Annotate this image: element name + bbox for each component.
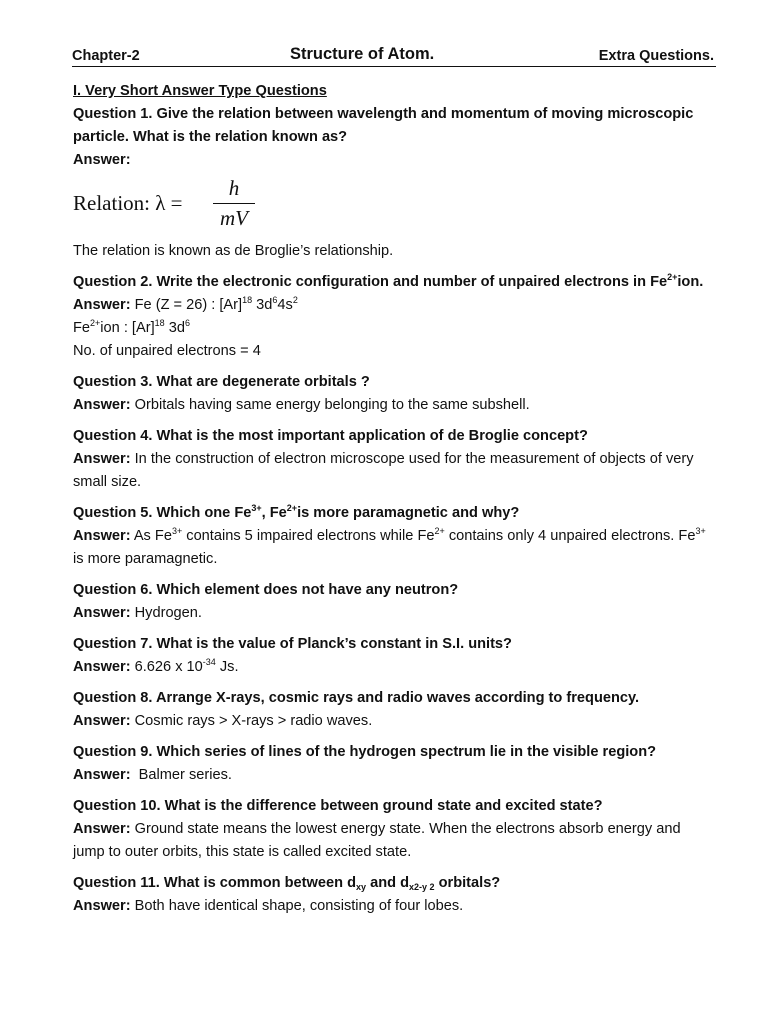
answer-11: Answer: Both have identical shape, consisting of four lobes.: [73, 898, 464, 914]
fraction-numerator: h: [213, 176, 255, 204]
question-1: Question 1. Give the relation between wavelength and momentum of moving microscopic particle. What is the relation known as?: [73, 106, 694, 145]
question-11: Question 11. What is common between $d_{xy}$ and $d_{x2-y 2}$ orbitals?: [73, 875, 501, 892]
de-broglie-relation: [73, 176, 713, 236]
answer-2-line-1: Answer: Fe (Z = 26) : $[Ar]^{18}$ $3d^64s^2$: [73, 295, 298, 313]
answer-2-line-3: No. of unpaired electrons = 4: [73, 343, 261, 359]
question-9: Question 9. Which series of lines of the hydrogen spectrum lie in the visible region?: [73, 744, 657, 760]
question-2: Question 2. Write the electronic configuration and number of unpaired electrons in $Fe^{2+}ion$.: [73, 272, 704, 290]
relation-label: Relation: λ =: [73, 191, 183, 215]
answer-9: Answer: Balmer series.: [73, 767, 232, 783]
question-5: Question 5. Which one $Fe^{3+}$, $Fe^{2+}is$ more paramagnetic and why?: [73, 503, 520, 521]
answer-3: Answer: Orbitals having same energy belonging to the same subshell.: [73, 397, 530, 413]
relation-fraction: [213, 176, 255, 231]
answer-1-label: Answer:: [73, 152, 131, 168]
answer-8: Answer: Cosmic rays > X-rays > radio waves.: [73, 713, 373, 729]
answer-4: Answer: In the construction of electron microscope used for the measurement of objects of very small size.: [73, 451, 694, 490]
chapter-label: Chapter-2: [72, 48, 140, 64]
answer-1-note: The relation is known as de Broglie’s relationship.: [73, 243, 394, 259]
question-4: Question 4. What is the most important application of de Broglie concept?: [73, 428, 588, 444]
answer-2-line-2: $Fe^{2+}ion$ : $[Ar]^{18}$ $3d^6$: [73, 318, 190, 336]
fraction-denominator: mV: [220, 206, 248, 230]
page-title: Structure of Atom.: [290, 45, 435, 63]
answer-7: Answer: 6.626 x $10^{-34}$ Js.: [73, 657, 239, 675]
question-8: Question 8. Arrange X-rays, cosmic rays and radio waves according to frequency.: [73, 690, 640, 706]
extra-questions-label: Extra Questions.: [598, 48, 714, 64]
answer-5: Answer: As $Fe^{3+}$ contains 5 impaired electrons while $Fe^{2+}$ contains only 4 unpaired electrons. $Fe^{3+}$ is more paramagnetic.: [73, 526, 706, 567]
question-10: Question 10. What is the difference between ground state and excited state?: [73, 798, 603, 814]
question-6: Question 6. Which element does not have any neutron?: [73, 582, 459, 598]
question-7: Question 7. What is the value of Planck’s constant in S.I. units?: [73, 636, 512, 652]
section-title: I. Very Short Answer Type Questions: [73, 83, 327, 99]
page-header: [72, 44, 716, 67]
answer-10: Answer: Ground state means the lowest energy state. When the electrons absorb energy and jump to outer orbits, this state is called excited state.: [73, 821, 681, 860]
question-3: Question 3. What are degenerate orbitals ?: [73, 374, 370, 390]
questions-content: [73, 80, 713, 918]
answer-6: Answer: Hydrogen.: [73, 605, 202, 621]
